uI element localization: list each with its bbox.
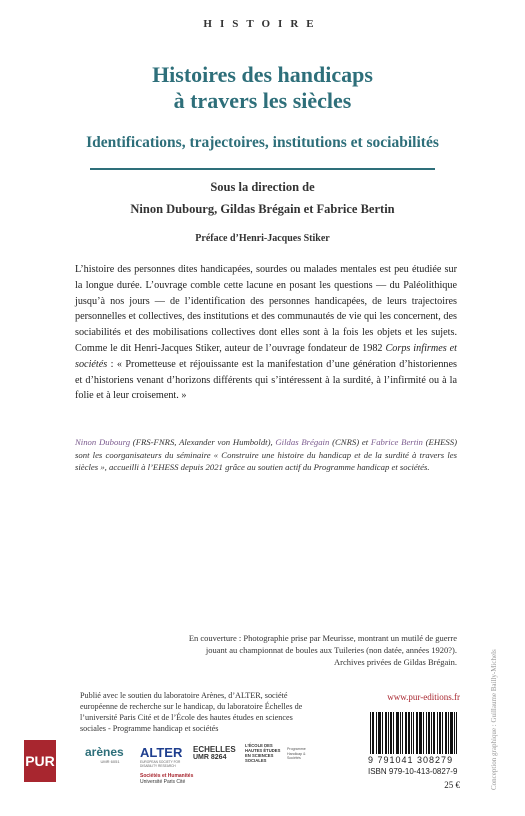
blurb-text xyxy=(75,262,457,404)
barcode-bar xyxy=(419,712,420,754)
barcode-bar xyxy=(378,712,379,754)
echelles-logo xyxy=(193,745,241,761)
barcode-bar xyxy=(450,712,451,754)
barcode-bar xyxy=(372,712,373,754)
barcode-bar xyxy=(420,712,421,754)
barcode-bar xyxy=(396,712,397,754)
pur-logo: PUR xyxy=(24,740,56,782)
barcode-bar xyxy=(440,712,441,754)
editors-bio xyxy=(75,436,457,474)
barcode-bar xyxy=(406,712,407,754)
cover-caption xyxy=(145,632,457,668)
barcode-bar xyxy=(428,712,429,754)
barcode-bar xyxy=(393,712,394,754)
barcode-bar xyxy=(400,712,401,754)
barcode-bar xyxy=(451,712,452,754)
barcode-bar xyxy=(405,712,406,754)
barcode-bar xyxy=(442,712,443,754)
barcode-number: 9 791041 308279 xyxy=(368,755,454,765)
barcode-bar xyxy=(421,712,422,754)
editors: Ninon Dubourg, Gildas Brégain et Fabrice Bertin xyxy=(130,202,395,216)
barcode-bar xyxy=(380,712,381,754)
barcode-bar xyxy=(376,712,377,754)
barcode-bar xyxy=(445,712,446,754)
barcode-bar xyxy=(379,712,380,754)
price: 25 € xyxy=(444,780,460,790)
barcode-bar xyxy=(454,712,455,754)
programme-logo xyxy=(287,747,319,761)
barcode-bar xyxy=(439,712,440,754)
barcode-bar xyxy=(434,712,435,754)
blurb-part-2: : « Prometteuse et réjouissante est la manifestation d’une génération d’historiennes et d’historiens venant d’horizons différents qui s’intéressent à la surdité, à l’infirmité ou à la folie et à leur croisement. » xyxy=(75,358,457,402)
title-line-1: Histoires des handicaps xyxy=(152,62,373,87)
barcode-bar xyxy=(416,712,417,754)
direction-label: Sous la direction de xyxy=(210,180,315,194)
barcode-bar xyxy=(448,712,449,754)
programme-logo-text: Programme Handicap & Sociétés xyxy=(287,747,306,760)
bio-text-2: (CNRS) et xyxy=(329,437,371,447)
bio-name-dubourg: Ninon Dubourg xyxy=(75,437,131,447)
barcode-bar xyxy=(456,712,457,754)
partner-logos xyxy=(85,743,320,793)
alter-logo-text: ALTER xyxy=(140,745,183,760)
bio-text-1: (FRS-FNRS, Alexander von Humboldt), xyxy=(130,437,276,447)
isbn: ISBN 979-10-413-0827-9 xyxy=(368,767,458,776)
arenes-logo xyxy=(85,745,135,764)
bio-text-3: (EHESS) sont les coorganisateurs du séminaire « Construire une histoire du handicap et de la surdité à travers les siècles », accueilli à l’EHESS depuis 2021 grâce au soutien actif du Programme handicap et sociétés. xyxy=(75,437,457,473)
barcode-bar xyxy=(433,712,434,754)
ehess-logo-text: L’ÉCOLE DES HAUTES ÉTUDES EN SCIENCES SOCIALES xyxy=(245,743,281,763)
book-subtitle: Identifications, trajectoires, institutions et sociabilités xyxy=(86,134,439,151)
barcode-bar xyxy=(382,712,383,754)
barcode-bar xyxy=(426,712,427,754)
barcode-bar xyxy=(386,712,387,754)
barcode-bar xyxy=(370,712,371,754)
paris-cite-logo xyxy=(140,773,250,785)
cover-line-2: jouant au championnat de boules aux Tuileries (non datée, années 1920?). xyxy=(205,645,457,655)
barcode xyxy=(370,712,458,754)
preface-credit: Préface d’Henri-Jacques Stiker xyxy=(195,233,330,244)
barcode-bar xyxy=(413,712,414,754)
blurb-part-1: L’histoire des personnes dites handicapées, sourdes ou malades mentales est peu étudiée sur la longue durée. L’ouvrage comble cette lacune en posant les questions — du Paléolithique jusqu’à nos jours — de l’identification des personnes handicapées, de leurs trajectoires personnelles et collectives, des institutions et des communautés de vie qui les concernent, des sociabilités et des mobilisations collectives dont elles sont à la fois les objets et les sujets. Comme le dit Henri-Jacques Stiker, auteur de l’ouvrage fondateur de 1982 xyxy=(75,264,457,354)
alter-logo-sub: EUROPEAN SOCIETY FOR DISABILITY RESEARCH xyxy=(140,760,181,768)
barcode-bar xyxy=(452,712,453,754)
paris-cite-line-2: Université Paris Cité xyxy=(140,779,186,785)
ehess-logo xyxy=(245,743,285,763)
cover-line-3: Archives privées de Gildas Brégain. xyxy=(334,657,457,667)
arenes-logo-text: arènes xyxy=(85,745,124,759)
barcode-bar xyxy=(437,712,438,754)
barcode-bar xyxy=(408,712,409,754)
echelles-logo-sub: UMR 8264 xyxy=(193,754,227,761)
barcode-bar xyxy=(373,712,374,754)
barcode-bar xyxy=(423,712,424,754)
paris-cite-line-1: Sociétés et Humanités xyxy=(140,773,194,779)
barcode-bar xyxy=(385,712,386,754)
barcode-bar xyxy=(417,712,418,754)
barcode-bar xyxy=(409,712,410,754)
book-title xyxy=(0,62,525,114)
alter-logo xyxy=(140,745,188,768)
support-statement: Publié avec le soutien du laboratoire Arènes, d’ALTER, société européenne de recherche sur le handicap, du laboratoire Échelles de l’université Paris Cité et de l’École des hautes études en sciences sociales - Programme handicap et sociétés xyxy=(80,691,303,733)
barcode-bar xyxy=(391,712,392,754)
blurb-book-title: Corps infirmes et sociétés xyxy=(75,342,457,370)
cover-line-1: En couverture : Photographie prise par Meurisse, montrant un mutilé de guerre xyxy=(188,633,457,643)
barcode-bar xyxy=(431,712,432,754)
design-credit xyxy=(490,560,502,790)
series-label: HISTOIRE xyxy=(203,18,322,30)
design-credit-text: Conception graphique : Guillaume Bailly-Michels xyxy=(490,649,498,790)
title-line-2: à travers les siècles xyxy=(173,88,352,113)
arenes-logo-sub: UMR 6051 xyxy=(100,759,120,764)
barcode-bar xyxy=(429,712,430,754)
barcode-bar xyxy=(411,712,412,754)
bio-name-bertin: Fabrice Bertin xyxy=(370,437,423,447)
direction-block xyxy=(0,176,525,220)
publisher-url[interactable]: www.pur-editions.fr xyxy=(387,692,460,702)
divider-rule xyxy=(90,168,435,170)
barcode-bar xyxy=(397,712,398,754)
barcode-bar xyxy=(398,712,399,754)
barcode-bar xyxy=(446,712,447,754)
barcode-bar xyxy=(390,712,391,754)
barcode-bar xyxy=(388,712,389,754)
bio-name-bregain: Gildas Brégain xyxy=(275,437,330,447)
echelles-logo-text: ECHELLES xyxy=(193,745,236,754)
barcode-bar xyxy=(402,712,403,754)
